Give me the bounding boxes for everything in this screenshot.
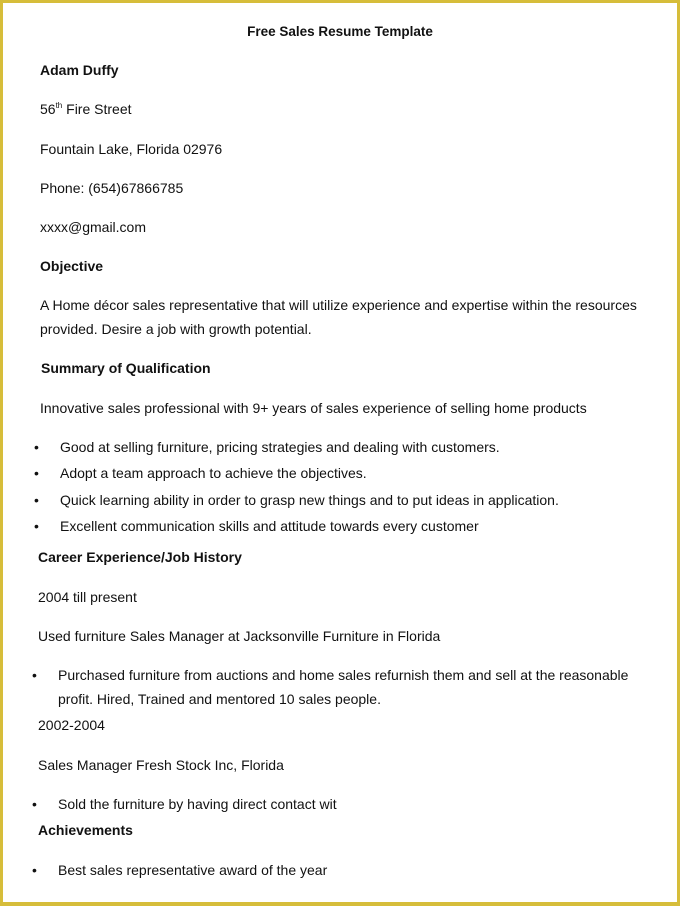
- job-1-period: 2004 till present: [38, 589, 137, 605]
- objective-heading: Objective: [40, 258, 104, 274]
- bullet-icon: •: [34, 465, 39, 481]
- street-address: [40, 101, 132, 118]
- bullet-icon: •: [34, 518, 39, 534]
- achievement-item-1: Best sales representative award of the year: [58, 862, 328, 878]
- qualification-item-4: Excellent communication skills and attitude towards every customer: [60, 518, 479, 534]
- street-name: Fire Street: [62, 101, 132, 117]
- bullet-icon: •: [34, 492, 39, 508]
- job-2-role: Sales Manager Fresh Stock Inc, Florida: [38, 757, 284, 773]
- email-line: xxxx@gmail.com: [40, 219, 147, 235]
- candidate-name: Adam Duffy: [40, 62, 119, 78]
- city-line: Fountain Lake, Florida 02976: [40, 141, 223, 157]
- bullet-icon: •: [34, 439, 39, 455]
- achievements-heading: Achievements: [38, 822, 133, 838]
- career-heading: Career Experience/Job History: [38, 549, 242, 565]
- job-1-detail-line-1: Purchased furniture from auctions and home sales refurnish them and sell at the reasonable: [58, 667, 629, 683]
- page-title: Free Sales Resume Template: [247, 24, 433, 39]
- objective-line-1: A Home décor sales representative that will utilize experience and expertise within the resources: [40, 297, 637, 313]
- bullet-icon: •: [32, 667, 37, 683]
- objective-line-2: provided. Desire a job with growth potential.: [40, 321, 312, 337]
- bullet-icon: •: [32, 862, 37, 878]
- qualifications-intro: Innovative sales professional with 9+ years of sales experience of selling home products: [40, 400, 587, 416]
- job-2-detail-line-1: Sold the furniture by having direct contact wit: [58, 796, 337, 812]
- qualification-item-2: Adopt a team approach to achieve the objectives.: [60, 465, 367, 481]
- job-2-period: 2002-2004: [38, 717, 105, 733]
- street-number-suffix: th: [55, 101, 63, 110]
- bullet-icon: •: [32, 796, 37, 812]
- job-1-role: Used furniture Sales Manager at Jacksonville Furniture in Florida: [38, 628, 441, 644]
- phone-line: Phone: (654)67866785: [40, 180, 184, 196]
- job-1-detail-line-2: profit. Hired, Trained and mentored 10 sales people.: [58, 691, 381, 707]
- qualification-item-1: Good at selling furniture, pricing strategies and dealing with customers.: [60, 439, 500, 455]
- qualifications-heading: Summary of Qualification: [41, 360, 211, 376]
- street-number: 56: [40, 101, 56, 117]
- qualification-item-3: Quick learning ability in order to grasp new things and to put ideas in application.: [60, 492, 559, 508]
